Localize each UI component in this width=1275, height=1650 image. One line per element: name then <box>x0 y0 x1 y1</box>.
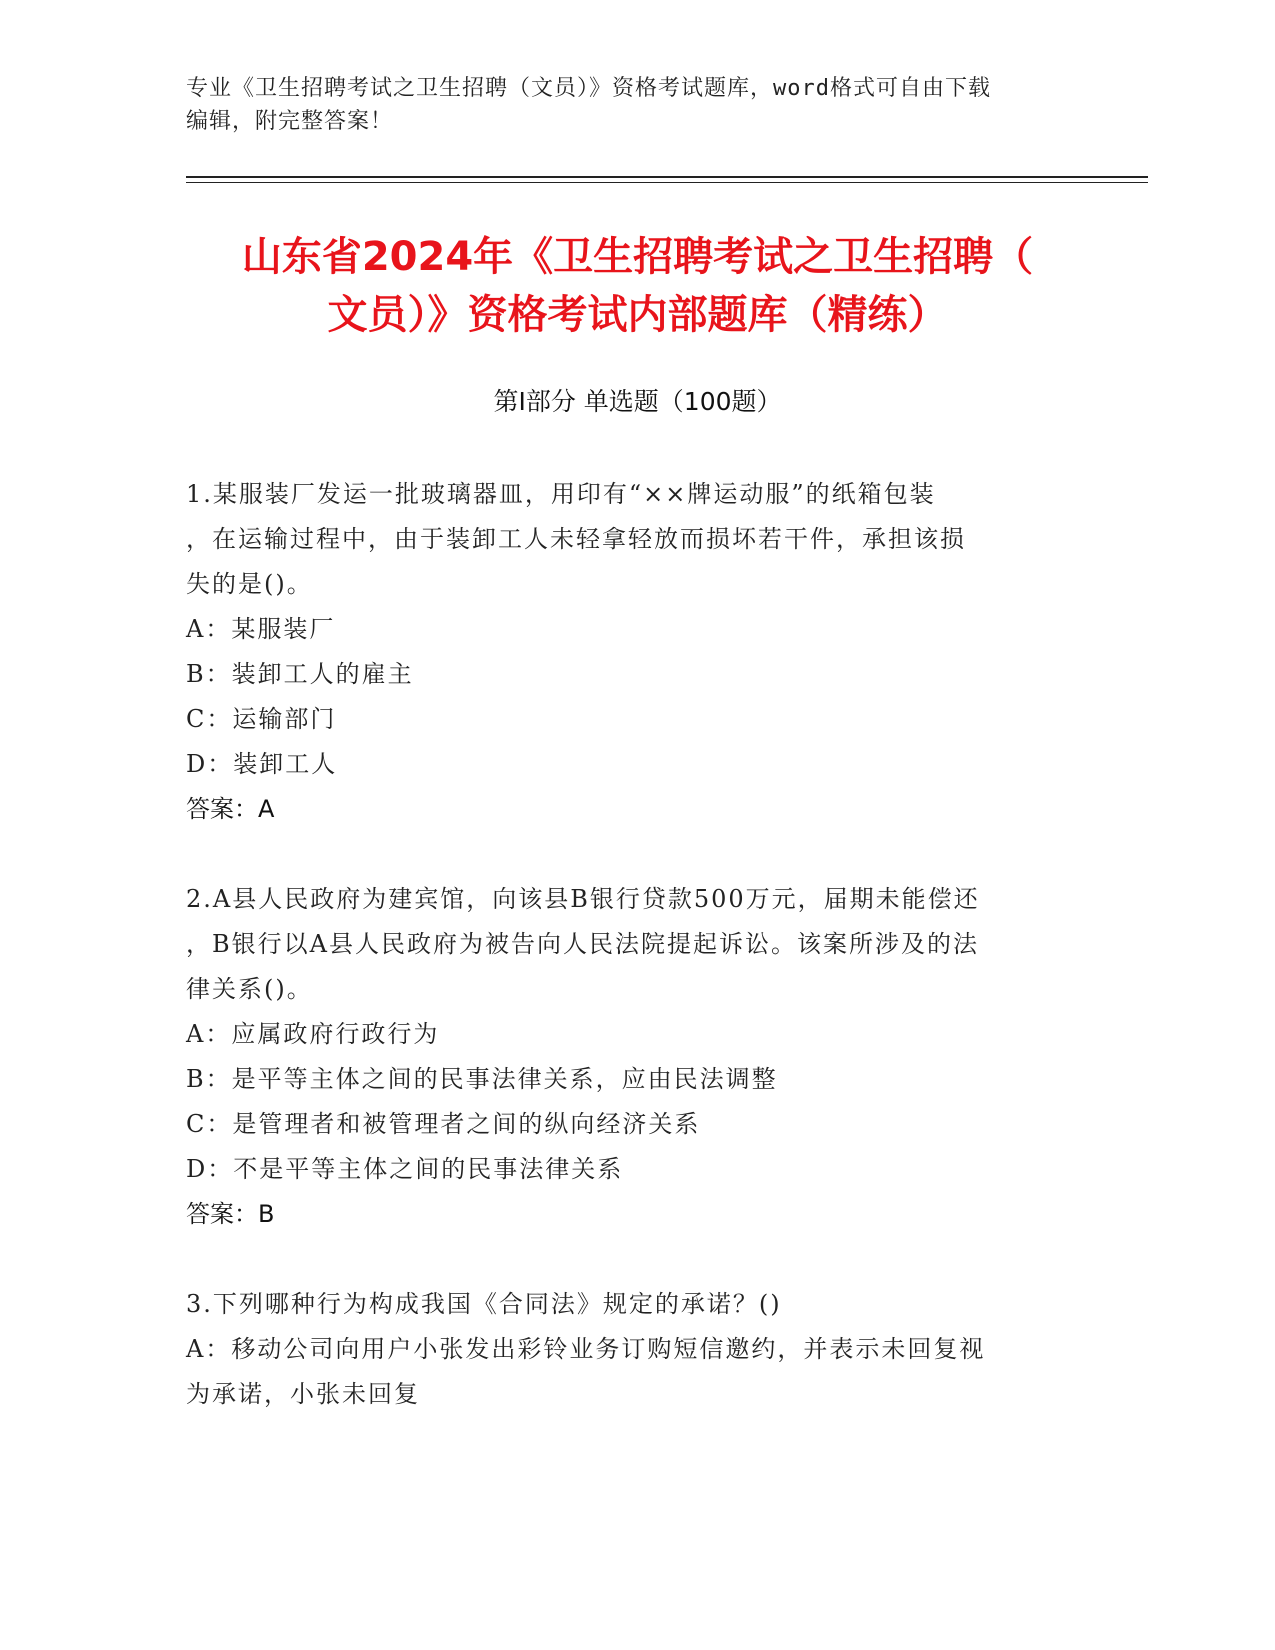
header-note-line: 编辑，附完整答案！ <box>186 109 394 134</box>
question-block <box>186 472 1086 832</box>
option-a-continued: 为承诺，小张未回复 <box>186 1380 420 1408</box>
option-c: C：是管理者和被管理者之间的纵向经济关系 <box>186 1110 701 1138</box>
question-spacer <box>186 1237 1086 1282</box>
option-b: B：装卸工人的雇主 <box>186 660 414 688</box>
header-note-line: 专业《卫生招聘考试之卫生招聘（文员）》资格考试题库，word格式可自由下载 <box>186 76 991 101</box>
option-a: A：应属政府行政行为 <box>186 1020 440 1048</box>
answer-label: 答案：B <box>186 1200 275 1228</box>
question-stem-line: 3.下列哪种行为构成我国《合同法》规定的承诺？() <box>186 1290 782 1318</box>
question-stem-line: 2.A县人民政府为建宾馆，向该县B银行贷款500万元，届期未能偿还 <box>186 885 980 913</box>
document-title <box>150 228 1125 344</box>
question-stem-line: 1.某服装厂发运一批玻璃器皿，用印有“××牌运动服”的纸箱包装 <box>186 480 936 508</box>
document-title-line: 山东省2024年《卫生招聘考试之卫生招聘（ <box>241 234 1034 280</box>
question-spacer <box>186 832 1086 877</box>
question-stem-line: 律关系()。 <box>186 975 313 1003</box>
option-b: B：是平等主体之间的民事法律关系，应由民法调整 <box>186 1065 778 1093</box>
header-divider-thick <box>186 176 1148 178</box>
question-list <box>186 472 1086 1417</box>
section-title: 第I部分 单选题（100题） <box>493 387 782 416</box>
option-a: A：移动公司向用户小张发出彩铃业务订购短信邀约，并表示未回复视 <box>186 1335 986 1363</box>
option-d: D：不是平等主体之间的民事法律关系 <box>186 1155 624 1183</box>
question-stem-line: ，在运输过程中，由于装卸工人未轻拿轻放而损坏若干件，承担该损 <box>186 525 966 553</box>
question-block <box>186 877 1086 1237</box>
option-c: C：运输部门 <box>186 705 337 733</box>
option-a: A：某服装厂 <box>186 615 336 643</box>
question-block <box>186 1282 1086 1417</box>
answer-label: 答案：A <box>186 795 275 823</box>
header-divider-thin <box>186 182 1148 183</box>
question-stem-line: ，B银行以A县人民政府为被告向人民法院提起诉讼。该案所涉及的法 <box>186 930 979 958</box>
option-d: D：装卸工人 <box>186 750 338 778</box>
document-title-line: 文员）》资格考试内部题库（精练） <box>327 292 948 338</box>
question-stem-line: 失的是()。 <box>186 570 313 598</box>
header-note <box>186 72 1086 138</box>
